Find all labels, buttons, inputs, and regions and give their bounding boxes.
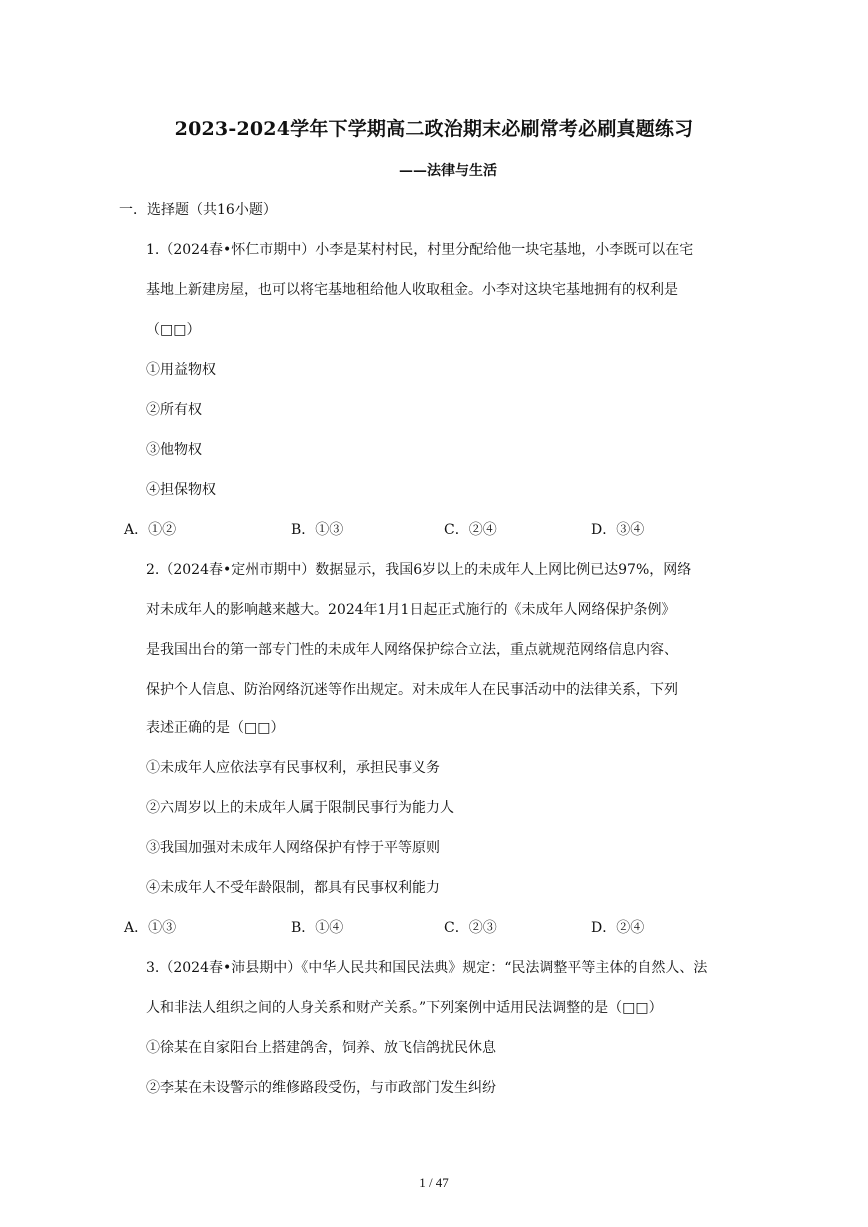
choice-c: C．②③ bbox=[444, 920, 497, 936]
question-2-line-5: 表述正确的是（□□） bbox=[146, 720, 285, 736]
choice-d: D．②④ bbox=[591, 920, 645, 936]
question-3-option-1: ①徐某在自家阳台上搭建鸽舍，饲养、放飞信鸽扰民休息 bbox=[146, 1040, 496, 1056]
choice-b: B．①③ bbox=[291, 522, 344, 538]
page-indicator: 1 / 47 bbox=[419, 1175, 449, 1190]
question-3-option-2: ②李某在未设警示的维修路段受伤，与市政部门发生纠纷 bbox=[146, 1080, 496, 1096]
question-1-line-3: （□□） bbox=[146, 322, 201, 338]
choice-a: A．①② bbox=[124, 522, 177, 538]
question-2-option-1: ①未成年人应依法享有民事权利，承担民事义务 bbox=[146, 760, 440, 776]
choice-a: A．①③ bbox=[124, 920, 177, 936]
question-2-line-3: 是我国出台的第一部专门性的未成年人网络保护综合立法，重点就规范网络信息内容、 bbox=[146, 642, 678, 658]
question-1-option-4: ④担保物权 bbox=[146, 482, 216, 498]
question-1-option-2: ②所有权 bbox=[146, 402, 202, 418]
choice-c: C．②④ bbox=[444, 522, 497, 538]
page-subtitle: ——法律与生活 bbox=[399, 163, 497, 179]
section-heading: 一．选择题（共16小题） bbox=[119, 202, 277, 218]
question-1-choices bbox=[124, 519, 744, 539]
question-2-line-4: 保护个人信息、防治网络沉迷等作出规定。对未成年人在民事活动中的法律关系，下列 bbox=[146, 682, 678, 698]
question-2-option-2: ②六周岁以上的未成年人属于限制民事行为能力人 bbox=[146, 800, 454, 816]
choice-b: B．①④ bbox=[291, 920, 344, 936]
question-1-line-1: 1.（2024春•怀仁市期中）小李是某村村民，村里分配给他一块宅基地，小李既可以在宅 bbox=[146, 242, 694, 258]
question-2-choices bbox=[124, 917, 744, 937]
question-2-option-3: ③我国加强对未成年人网络保护有悖于平等原则 bbox=[146, 840, 440, 856]
question-1-line-2: 基地上新建房屋，也可以将宅基地租给他人收取租金。小李对这块宅基地拥有的权利是 bbox=[146, 282, 678, 298]
choice-d: D．③④ bbox=[591, 522, 645, 538]
question-2-line-1: 2.（2024春•定州市期中）数据显示，我国6岁以上的未成年人上网比例已达97%，网络 bbox=[146, 562, 692, 578]
question-2-option-4: ④未成年人不受年龄限制，都具有民事权利能力 bbox=[146, 880, 440, 896]
question-1-option-1: ①用益物权 bbox=[146, 362, 216, 378]
question-2-line-2: 对未成年人的影响越来越大。2024年1月1日起正式施行的《未成年人网络保护条例》 bbox=[146, 602, 676, 618]
question-3-line-2: 人和非法人组织之间的人身关系和财产关系。”下列案例中适用民法调整的是（□□） bbox=[146, 1000, 663, 1016]
page-title: 2023-2024学年下学期高二政治期末必刷常考必刷真题练习 bbox=[174, 118, 694, 140]
question-3-line-1: 3.（2024春•沛县期中）《中华人民共和国民法典》规定：“民法调整平等主体的自然人、法 bbox=[146, 960, 708, 976]
question-1-option-3: ③他物权 bbox=[146, 442, 202, 458]
